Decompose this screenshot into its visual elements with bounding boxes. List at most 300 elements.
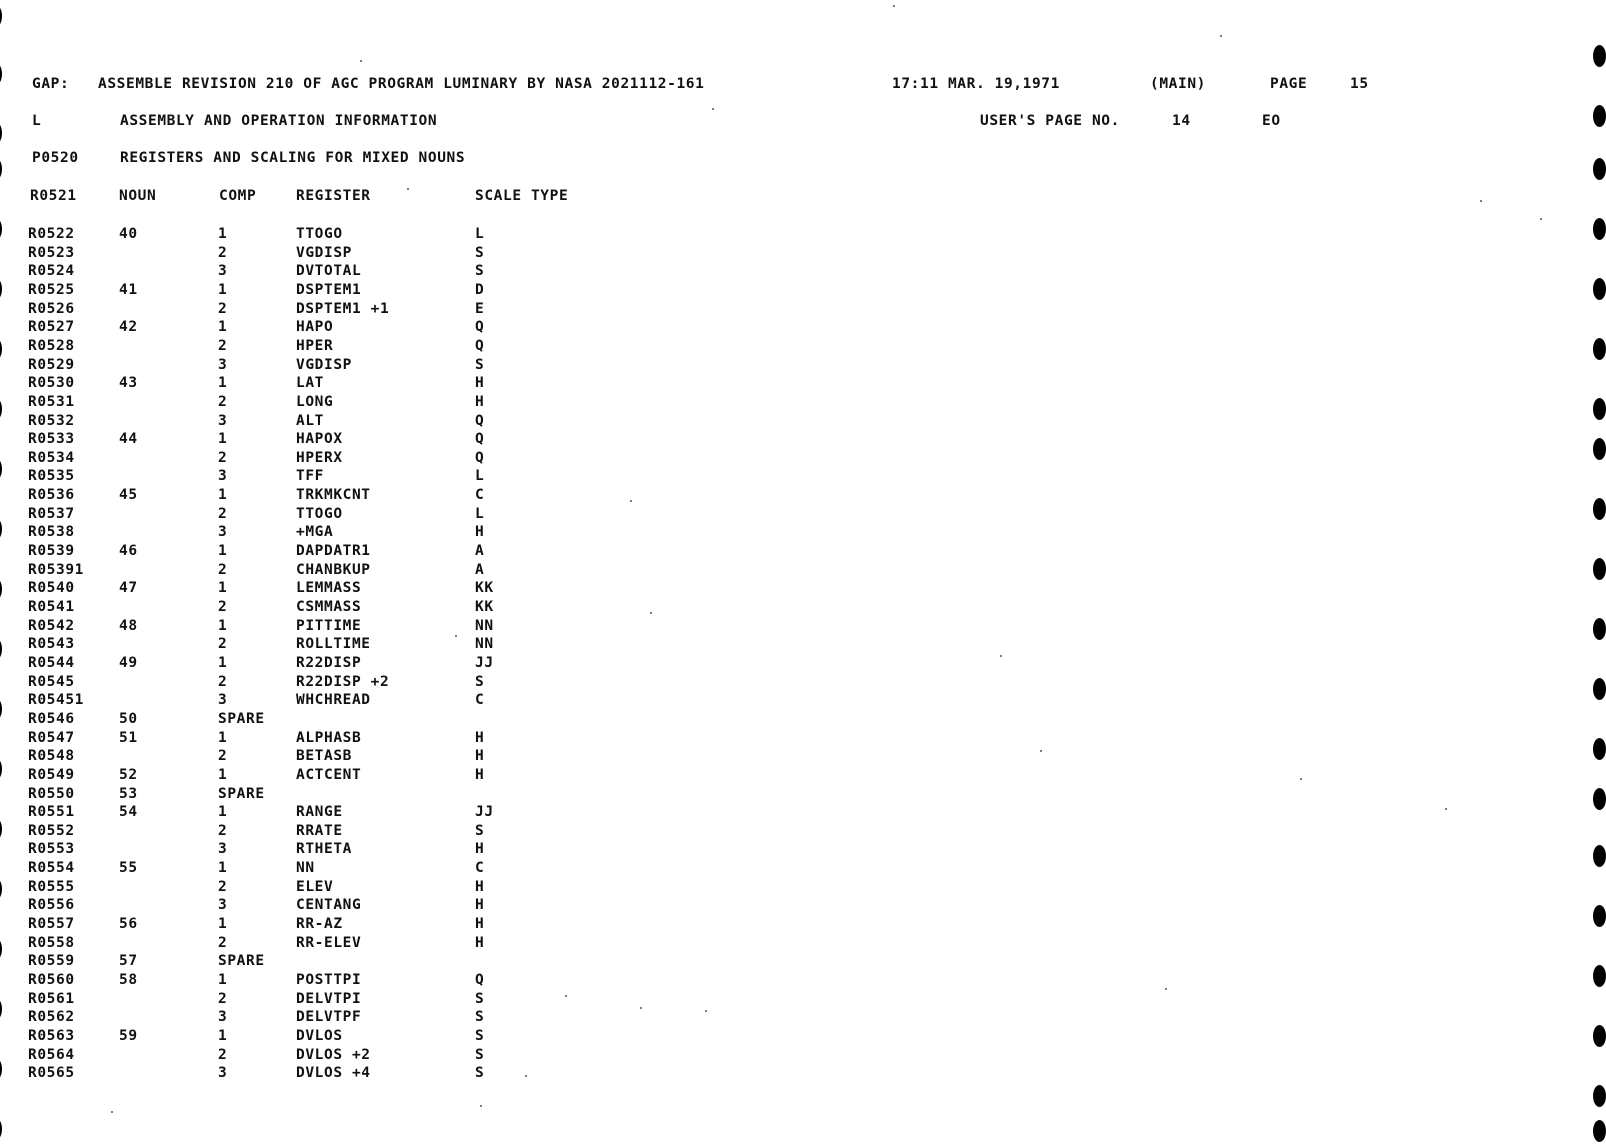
row-comp: SPARE	[218, 710, 265, 727]
row-id: R0551	[28, 804, 75, 821]
table-row	[0, 990, 700, 1009]
row-id: R0543	[28, 636, 75, 653]
row-id: R0553	[28, 841, 75, 858]
row-register: RR-ELEV	[296, 934, 362, 951]
table-row	[0, 729, 700, 748]
speck	[1165, 988, 1167, 990]
table-row	[0, 840, 700, 859]
speck	[111, 1111, 113, 1113]
row-id: R0532	[28, 412, 75, 429]
speck	[712, 108, 714, 110]
row-comp: 1	[218, 543, 228, 560]
row-id: R0540	[28, 580, 75, 597]
row-noun: 55	[119, 860, 138, 877]
row-register: RR-AZ	[296, 916, 343, 933]
speck	[630, 500, 632, 502]
row-register: PITTIME	[296, 617, 362, 634]
row-id: R0542	[28, 617, 75, 634]
table-row	[0, 262, 700, 281]
row-register: DVLOS +4	[296, 1065, 371, 1082]
table-row	[0, 766, 700, 785]
feed-hole	[1593, 398, 1606, 420]
table-row	[0, 318, 700, 337]
row-scale-type: JJ	[475, 804, 494, 821]
row-noun: 43	[119, 375, 138, 392]
row-scale-type: S	[475, 1065, 485, 1082]
row-noun: 54	[119, 804, 138, 821]
speck	[1445, 808, 1447, 810]
speck	[1300, 778, 1302, 780]
table-row	[0, 225, 700, 244]
row-scale-type: H	[475, 766, 485, 783]
row-scale-type: H	[475, 878, 485, 895]
table-row	[0, 971, 700, 990]
row-comp: 3	[218, 1065, 228, 1082]
row-comp: 3	[218, 468, 228, 485]
row-comp: 3	[218, 841, 228, 858]
table-row	[0, 1064, 700, 1083]
table-row	[0, 523, 700, 542]
row-id: R0523	[28, 244, 75, 261]
row-comp: 1	[218, 972, 228, 988]
column-comp: COMP	[219, 188, 257, 204]
row-noun: 46	[119, 543, 138, 560]
row-id: R0550	[28, 785, 75, 802]
row-comp: 2	[218, 561, 228, 578]
row-scale-type: H	[475, 748, 485, 765]
main-label: (MAIN)	[1150, 76, 1206, 92]
row-scale-type: S	[475, 990, 485, 1007]
row-register: +MGA	[296, 524, 334, 541]
users-page-label: USER'S PAGE NO.	[980, 113, 1120, 129]
row-comp: 3	[218, 524, 228, 541]
row-scale-type: H	[475, 934, 485, 951]
row-comp: 1	[218, 916, 228, 933]
table-row	[0, 934, 700, 953]
speck	[480, 1105, 482, 1107]
row-register: DVTOTAL	[296, 263, 362, 280]
speck	[360, 60, 362, 62]
feed-hole	[1593, 1120, 1606, 1142]
row-id: R0558	[28, 934, 75, 951]
section-code: P0520	[32, 150, 79, 166]
row-scale-type: NN	[475, 617, 494, 634]
table-row	[0, 673, 700, 692]
row-id: R0525	[28, 281, 75, 298]
table-row	[0, 561, 700, 580]
speck	[640, 1007, 642, 1009]
speck	[407, 188, 409, 190]
row-noun: 50	[119, 710, 138, 727]
row-register: HAPO	[296, 319, 334, 336]
row-id: R0528	[28, 337, 75, 354]
row-comp: 1	[218, 766, 228, 783]
column-register: REGISTER	[296, 188, 371, 204]
row-id: R0530	[28, 375, 75, 392]
row-id: R0548	[28, 748, 75, 765]
speck	[1220, 35, 1222, 37]
row-id: R0527	[28, 319, 75, 336]
row-register: RTHETA	[296, 841, 352, 858]
row-id: R0538	[28, 524, 75, 541]
row-register: HPER	[296, 337, 334, 354]
table-row	[0, 542, 700, 561]
table-row	[0, 281, 700, 300]
page-number: 15	[1350, 76, 1369, 92]
row-comp: 1	[218, 431, 228, 448]
row-id: R0560	[28, 972, 75, 988]
table-row	[0, 822, 700, 841]
row-id: R0549	[28, 766, 75, 783]
feed-hole	[1593, 618, 1606, 640]
table-row	[0, 505, 700, 524]
feed-hole	[1593, 558, 1606, 580]
row-noun: 40	[119, 226, 138, 242]
speck	[525, 1075, 527, 1077]
feed-hole	[1593, 905, 1606, 927]
row-comp: 1	[218, 319, 228, 336]
row-id: R0545	[28, 673, 75, 690]
table-row	[0, 710, 700, 729]
row-comp: 1	[218, 226, 228, 242]
row-register: RANGE	[296, 804, 343, 821]
table-row	[0, 1008, 700, 1027]
row-register: CENTANG	[296, 897, 362, 914]
table-row	[0, 430, 700, 449]
feed-hole	[1593, 1085, 1606, 1107]
table-row	[0, 859, 700, 878]
row-comp: 2	[218, 449, 228, 466]
row-scale-type: C	[475, 860, 485, 877]
row-id: R0555	[28, 878, 75, 895]
row-scale-type: Q	[475, 412, 485, 429]
row-register: ALT	[296, 412, 324, 429]
speck	[565, 995, 567, 997]
feed-hole	[0, 5, 2, 27]
row-scale-type: Q	[475, 449, 485, 466]
row-scale-type: D	[475, 281, 485, 298]
row-scale-type: H	[475, 916, 485, 933]
row-register: CSMMASS	[296, 599, 362, 615]
table-row	[0, 393, 700, 412]
table-row	[0, 617, 700, 636]
feed-hole	[1593, 965, 1606, 987]
page-label: PAGE	[1270, 76, 1308, 92]
column-scale-type: SCALE TYPE	[475, 188, 569, 204]
row-noun: 57	[119, 953, 138, 970]
table-row	[0, 654, 700, 673]
row-id: R0539	[28, 543, 75, 560]
row-noun: 44	[119, 431, 138, 448]
row-scale-type: H	[475, 841, 485, 858]
row-scale-type: S	[475, 1027, 485, 1044]
eo-code: EO	[1262, 113, 1281, 129]
row-comp: 1	[218, 281, 228, 298]
row-register: LEMMASS	[296, 580, 362, 597]
column-id: R0521	[30, 188, 77, 204]
row-register: R22DISP +2	[296, 673, 390, 690]
row-id: R05391	[28, 561, 84, 578]
row-register: DELVTPF	[296, 1009, 362, 1026]
feed-hole	[1593, 338, 1606, 360]
row-id: R0544	[28, 654, 75, 671]
row-register: NN	[296, 860, 315, 877]
row-scale-type: JJ	[475, 654, 494, 671]
row-id: R0554	[28, 860, 75, 877]
timestamp: 17:11 MAR. 19,1971	[892, 76, 1060, 92]
row-comp: 2	[218, 673, 228, 690]
column-noun: NOUN	[119, 188, 157, 204]
section-line	[0, 149, 1606, 167]
row-id: R0563	[28, 1027, 75, 1044]
row-register: VGDISP	[296, 244, 352, 261]
row-comp: 2	[218, 934, 228, 951]
row-comp: 2	[218, 748, 228, 765]
row-noun: 56	[119, 916, 138, 933]
row-noun: 53	[119, 785, 138, 802]
row-comp: 2	[218, 599, 228, 615]
row-scale-type: L	[475, 468, 485, 485]
row-register: ELEV	[296, 878, 334, 895]
row-noun: 51	[119, 729, 138, 746]
feed-hole	[1593, 678, 1606, 700]
table-row	[0, 300, 700, 319]
speck	[1000, 655, 1002, 657]
feed-hole	[1593, 438, 1606, 460]
row-noun: 58	[119, 972, 138, 988]
table-row	[0, 412, 700, 431]
row-id: R0556	[28, 897, 75, 914]
feed-hole	[1593, 278, 1606, 300]
row-comp: 2	[218, 822, 228, 839]
row-scale-type: S	[475, 822, 485, 839]
table-row	[0, 374, 700, 393]
table-row	[0, 486, 700, 505]
table-row	[0, 467, 700, 486]
row-register: TTOGO	[296, 226, 343, 242]
row-register: DELVTPI	[296, 990, 362, 1007]
row-register: POSTTPI	[296, 972, 362, 988]
speck	[1040, 750, 1042, 752]
feed-hole	[1593, 498, 1606, 520]
feed-hole	[1593, 738, 1606, 760]
row-comp: SPARE	[218, 953, 265, 970]
feed-hole	[1593, 45, 1606, 67]
table-row	[0, 449, 700, 468]
assemble-text: ASSEMBLE REVISION 210 OF AGC PROGRAM LUMINARY BY NASA 2021112-161	[98, 76, 705, 92]
table-row	[0, 896, 700, 915]
row-scale-type: S	[475, 1046, 485, 1063]
row-comp: 1	[218, 617, 228, 634]
row-register: ACTCENT	[296, 766, 362, 783]
table-row	[0, 1027, 700, 1046]
row-comp: 1	[218, 804, 228, 821]
row-scale-type: Q	[475, 972, 485, 988]
feed-hole	[0, 1118, 2, 1140]
row-scale-type: Q	[475, 431, 485, 448]
table-row	[0, 878, 700, 897]
row-register: TRKMKCNT	[296, 487, 371, 504]
row-scale-type: L	[475, 505, 485, 522]
table-row	[0, 244, 700, 263]
row-register: BETASB	[296, 748, 352, 765]
column-header-line	[0, 187, 1606, 205]
row-scale-type: C	[475, 692, 485, 709]
gap-label: GAP:	[32, 76, 70, 92]
assembly-header-line	[0, 75, 1606, 93]
feed-hole	[1593, 1025, 1606, 1047]
row-comp: 2	[218, 337, 228, 354]
table-row	[0, 691, 700, 710]
row-comp: 1	[218, 1027, 228, 1044]
table-row	[0, 1046, 700, 1065]
row-id: R0559	[28, 953, 75, 970]
row-scale-type: KK	[475, 580, 494, 597]
row-register: CHANBKUP	[296, 561, 371, 578]
row-id: R0565	[28, 1065, 75, 1082]
row-scale-type: A	[475, 543, 485, 560]
subheader-line	[0, 112, 1606, 130]
row-scale-type: H	[475, 393, 485, 410]
row-id: R0561	[28, 990, 75, 1007]
row-noun: 49	[119, 654, 138, 671]
feed-hole	[1593, 788, 1606, 810]
table-row	[0, 579, 700, 598]
row-scale-type: C	[475, 487, 485, 504]
subheader-title: ASSEMBLY AND OPERATION INFORMATION	[120, 113, 438, 129]
row-comp: 2	[218, 1046, 228, 1063]
row-comp: 1	[218, 580, 228, 597]
row-noun: 42	[119, 319, 138, 336]
row-comp: 3	[218, 412, 228, 429]
row-id: R0531	[28, 393, 75, 410]
feed-hole	[1593, 218, 1606, 240]
row-comp: 2	[218, 878, 228, 895]
table-row	[0, 915, 700, 934]
row-comp: 3	[218, 1009, 228, 1026]
section-title: REGISTERS AND SCALING FOR MIXED NOUNS	[120, 150, 466, 166]
row-comp: 1	[218, 729, 228, 746]
row-scale-type: E	[475, 300, 485, 317]
row-scale-type: H	[475, 729, 485, 746]
row-comp: 1	[218, 375, 228, 392]
row-id: R0535	[28, 468, 75, 485]
row-id: R0541	[28, 599, 75, 615]
row-comp: 2	[218, 393, 228, 410]
row-register: ALPHASB	[296, 729, 362, 746]
row-comp: SPARE	[218, 785, 265, 802]
row-register: WHCHREAD	[296, 692, 371, 709]
row-comp: 2	[218, 636, 228, 653]
row-id: R0533	[28, 431, 75, 448]
row-comp: 3	[218, 897, 228, 914]
row-scale-type: S	[475, 673, 485, 690]
speck	[893, 5, 895, 7]
row-noun: 48	[119, 617, 138, 634]
row-noun: 45	[119, 487, 138, 504]
table-row	[0, 356, 700, 375]
row-register: VGDISP	[296, 356, 352, 373]
row-id: R05451	[28, 692, 84, 709]
speck	[705, 1010, 707, 1012]
row-comp: 3	[218, 692, 228, 709]
speck	[1540, 218, 1542, 220]
row-comp: 1	[218, 487, 228, 504]
row-id: R0526	[28, 300, 75, 317]
table-row	[0, 952, 700, 971]
row-scale-type: S	[475, 244, 485, 261]
row-id: R0522	[28, 226, 75, 242]
row-id: R0536	[28, 487, 75, 504]
row-scale-type: H	[475, 375, 485, 392]
row-register: R22DISP	[296, 654, 362, 671]
row-noun: 47	[119, 580, 138, 597]
table-row	[0, 598, 700, 617]
row-register: DAPDATR1	[296, 543, 371, 560]
row-register: LAT	[296, 375, 324, 392]
row-id: R0557	[28, 916, 75, 933]
row-register: DVLOS	[296, 1027, 343, 1044]
row-register: RRATE	[296, 822, 343, 839]
row-register: DSPTEM1	[296, 281, 362, 298]
row-register: TTOGO	[296, 505, 343, 522]
row-scale-type: S	[475, 1009, 485, 1026]
row-id: R0537	[28, 505, 75, 522]
feed-hole	[1593, 845, 1606, 867]
row-id: R0546	[28, 710, 75, 727]
row-scale-type: S	[475, 263, 485, 280]
table-row	[0, 635, 700, 654]
row-id: R0552	[28, 822, 75, 839]
row-scale-type: NN	[475, 636, 494, 653]
subheader-code: L	[32, 113, 42, 129]
table-row	[0, 785, 700, 804]
row-noun: 41	[119, 281, 138, 298]
row-id: R0524	[28, 263, 75, 280]
row-register: LONG	[296, 393, 334, 410]
row-comp: 3	[218, 263, 228, 280]
speck	[1480, 200, 1482, 202]
row-id: R0534	[28, 449, 75, 466]
row-noun: 59	[119, 1027, 138, 1044]
row-comp: 2	[218, 505, 228, 522]
speck	[650, 612, 652, 614]
row-id: R0529	[28, 356, 75, 373]
row-scale-type: A	[475, 561, 485, 578]
row-comp: 2	[218, 244, 228, 261]
table-row	[0, 337, 700, 356]
row-noun: 52	[119, 766, 138, 783]
table-row	[0, 747, 700, 766]
row-id: R0547	[28, 729, 75, 746]
row-comp: 3	[218, 356, 228, 373]
row-register: DSPTEM1 +1	[296, 300, 390, 317]
row-comp: 1	[218, 860, 228, 877]
row-comp: 2	[218, 300, 228, 317]
row-register: TFF	[296, 468, 324, 485]
users-page-number: 14	[1172, 113, 1191, 129]
row-comp: 2	[218, 990, 228, 1007]
row-scale-type: Q	[475, 319, 485, 336]
row-id: R0564	[28, 1046, 75, 1063]
row-scale-type: H	[475, 897, 485, 914]
row-scale-type: L	[475, 226, 485, 242]
row-scale-type: H	[475, 524, 485, 541]
table-row	[0, 803, 700, 822]
row-scale-type: S	[475, 356, 485, 373]
row-register: DVLOS +2	[296, 1046, 371, 1063]
row-register: HAPOX	[296, 431, 343, 448]
